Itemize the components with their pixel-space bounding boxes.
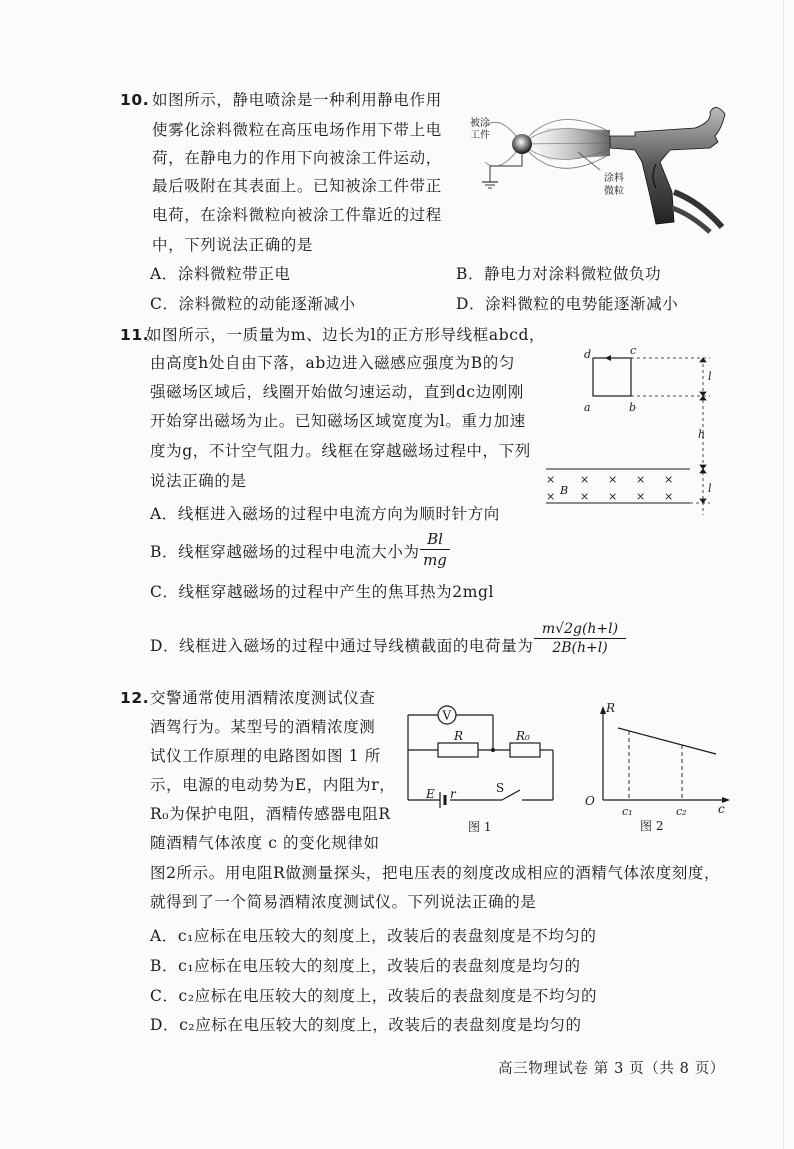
svg-text:b: b	[629, 401, 637, 414]
svg-text:×: ×	[580, 490, 590, 503]
stem-line: 度为g，不计空气阻力。线框在穿越磁场过程中，下列	[150, 442, 531, 460]
stem-line: 随酒精气体浓度 c 的变化规律如	[150, 834, 380, 852]
svg-text:O: O	[585, 794, 595, 808]
svg-text:×: ×	[636, 473, 646, 486]
spray-coating-figure	[460, 92, 730, 232]
svg-text:×: ×	[608, 490, 618, 503]
option-d[interactable]: D．线框进入磁场的过程中通过导线横截面的电荷量为	[150, 637, 534, 655]
stem-line: 最后吸附在其表面上。已知被涂工件带正	[152, 177, 442, 195]
stem-line: 说法正确的是	[150, 472, 247, 490]
option-b[interactable]: B．c₁应标在电压较大的刻度上，改装后的表盘刻度是均匀的	[150, 957, 581, 975]
question-number: 12.	[120, 689, 150, 707]
stem-line: 强磁场区域后，线圈开始做匀速运动，直到dc边刚刚	[150, 383, 525, 401]
option-c[interactable]: C．c₂应标在电压较大的刻度上，改装后的表盘刻度是不均匀的	[150, 987, 598, 1005]
svg-text:R: R	[454, 729, 464, 743]
circuit-figure	[398, 700, 563, 840]
svg-text:c₂: c₂	[676, 805, 687, 818]
question-number: 11.	[120, 326, 150, 344]
svg-text:d: d	[584, 348, 592, 361]
denominator: mg	[423, 551, 447, 569]
stem-line: 酒驾行为。某型号的酒精浓度测	[150, 718, 376, 736]
svg-text:S: S	[496, 781, 505, 795]
svg-text:图 1: 图 1	[468, 820, 492, 834]
svg-text:B: B	[560, 484, 569, 497]
stem-line: 由高度h处自由下落，ab边进入磁感应强度为B的匀	[150, 354, 515, 372]
stem-line: 使雾化涂料微粒在高压电场作用下带上电	[152, 121, 442, 139]
svg-text:a: a	[584, 401, 591, 414]
svg-text:×: ×	[546, 490, 556, 503]
workpiece-sphere	[512, 134, 532, 154]
denominator: 2B(h+l)	[552, 640, 608, 656]
svg-text:l: l	[708, 482, 712, 495]
resistor-r	[438, 743, 478, 757]
svg-text:V: V	[442, 708, 452, 723]
stem-line: 就得到了一个简易酒精浓度测试仪。下列说法正确的是	[150, 893, 537, 911]
magnetic-field-figure	[540, 340, 730, 525]
numerator: Bl	[427, 530, 443, 548]
svg-text:l: l	[708, 370, 712, 383]
stem-line: 中，下列说法正确的是	[152, 236, 314, 254]
option-a[interactable]: A．线框进入磁场的过程中电流方向为顺时针方向	[150, 505, 500, 523]
option-c[interactable]: C．涂料微粒的动能逐渐减小	[150, 295, 356, 313]
svg-text:h: h	[698, 428, 706, 441]
svg-text:c: c	[718, 802, 725, 816]
square-frame	[593, 358, 631, 396]
svg-text:×: ×	[580, 473, 590, 486]
stem-line: 示，电源的电动势为E，内阻为r，	[150, 776, 396, 794]
numerator: m√2g(h+l)	[541, 621, 619, 637]
svg-text:r: r	[450, 787, 456, 801]
svg-text:R: R	[606, 701, 616, 715]
option-b[interactable]: B．线框穿越磁场的过程中电流大小为	[150, 543, 420, 561]
label-workpiece: 被涂 工件	[470, 118, 490, 141]
fraction-charge	[534, 621, 626, 656]
svg-text:c₁: c₁	[622, 805, 633, 818]
resistor-r0	[510, 743, 540, 757]
option-a[interactable]: A．涂料微粒带正电	[150, 265, 291, 283]
svg-text:c: c	[630, 344, 637, 357]
option-c[interactable]: C．线框穿越磁场的过程中产生的焦耳热为2mgl	[150, 583, 495, 601]
stem-line: 如图所示，一质量为m、边长为l的正方形导线框abcd，	[146, 326, 546, 344]
question-number: 10.	[120, 91, 150, 109]
option-d[interactable]: D．涂料微粒的电势能逐渐减小	[456, 295, 679, 313]
curve	[618, 728, 716, 754]
label-particles: 涂料 微粒	[604, 173, 624, 197]
page-footer: 高三物理试卷 第 3 页（共 8 页）	[498, 1061, 725, 1077]
stem-line: 试仪工作原理的电路图如图 1 所	[150, 747, 381, 765]
option-b[interactable]: B．静电力对涂料微粒做负功	[456, 265, 662, 283]
stem-line: 开始穿出磁场为止。已知磁场区域宽度为l。重力加速	[150, 412, 526, 430]
option-a[interactable]: A．c₁应标在电压较大的刻度上，改装后的表盘刻度是不均匀的	[150, 927, 597, 945]
scan-edge-divider	[783, 0, 784, 1149]
svg-text:×: ×	[636, 490, 646, 503]
fraction-bl-over-mg	[420, 530, 450, 569]
stem-line: 如图所示，静电喷涂是一种利用静电作用	[152, 91, 442, 109]
stem-line: 图2所示。用电阻R做测量探头，把电压表的刻度改成相应的酒精气体浓度刻度，	[150, 864, 721, 882]
svg-text:R₀: R₀	[516, 729, 530, 743]
stem-line: 荷，在静电力的作用下向被涂工件运动，	[152, 149, 442, 167]
stem-line: 交警通常使用酒精浓度测试仪查	[150, 689, 376, 707]
svg-text:图 2: 图 2	[640, 819, 664, 833]
stem-line: 电荷，在涂料微粒向被涂工件靠近的过程	[152, 206, 442, 224]
svg-text:E: E	[426, 787, 435, 801]
stem-line: R₀为保护电阻，酒精传感器电阻R	[150, 805, 391, 823]
svg-text:×: ×	[664, 473, 674, 486]
svg-text:×: ×	[608, 473, 618, 486]
r-vs-c-graph	[578, 700, 738, 835]
svg-text:×: ×	[664, 490, 674, 503]
option-d[interactable]: D．c₂应标在电压较大的刻度上，改装后的表盘刻度是均匀的	[150, 1016, 582, 1034]
svg-text:×: ×	[546, 473, 556, 486]
